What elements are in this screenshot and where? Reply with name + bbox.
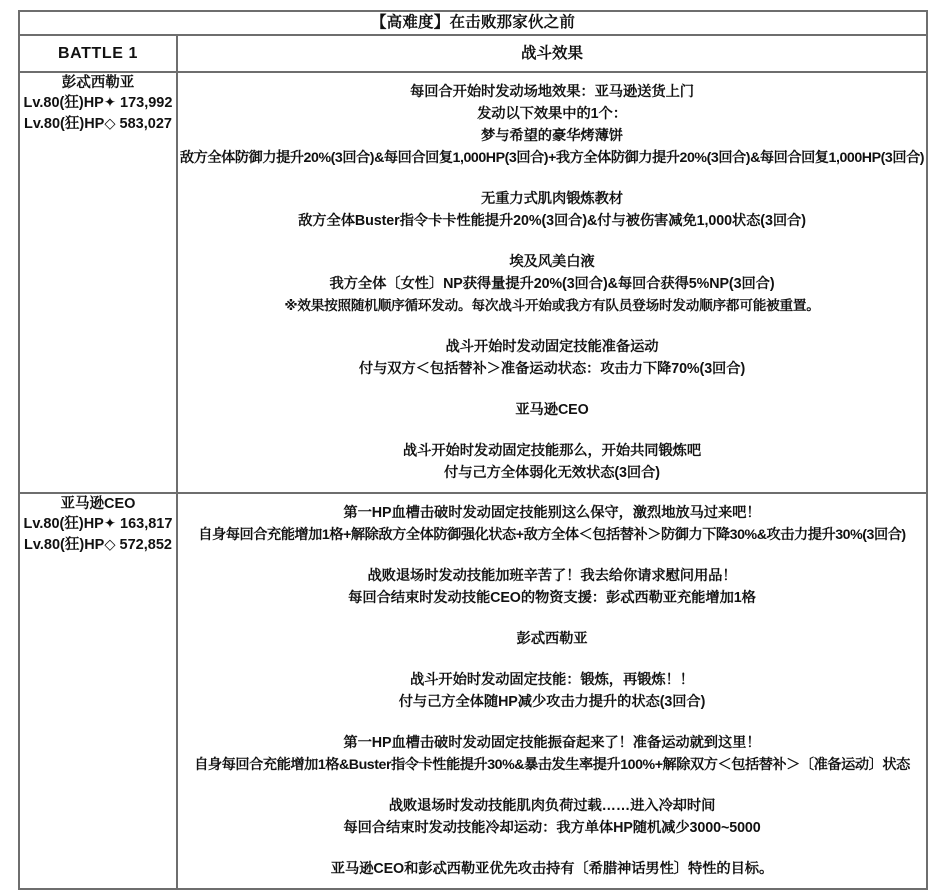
battle-effects-table xyxy=(18,10,928,890)
effect-group xyxy=(178,81,926,169)
effect-line: 战败退场时发动技能肌肉负荷过载……进入冷却时间 xyxy=(388,798,716,814)
effect-line: 敌方全体防御力提升20%(3回合)&每回合回复1,000HP(3回合)+我方全体防御力提升20%(3回合)&每回合回复1,000HP(3回合) xyxy=(179,150,925,166)
effect-line: 战斗开始时发动固定技能：锻炼，再锻炼！！ xyxy=(410,672,694,688)
enemy-info-cell xyxy=(19,493,177,889)
table-row xyxy=(19,72,927,493)
quest-title: 【高难度】在击败那家伙之前 xyxy=(19,11,927,35)
effect-line: 亚马逊CEO和彭忒西勒亚优先攻击持有〔希腊神话男性〕特性的目标。 xyxy=(330,861,774,877)
effect-group xyxy=(178,858,926,880)
effect-subject: 彭忒西勒亚 xyxy=(516,631,588,647)
effect-note: ※效果按照随机顺序循环发动。每次战斗开始或我方有队员登场时发动顺序都可能被重置。 xyxy=(284,298,820,313)
effect-group xyxy=(178,399,926,421)
enemy-hp-line: Lv.80(狂)HP◇ 583,027 xyxy=(24,116,172,132)
effect-line: 付与己方全体弱化无效状态(3回合) xyxy=(444,465,660,481)
effect-group xyxy=(178,565,926,609)
effect-group xyxy=(178,251,926,317)
enemy-info-cell xyxy=(19,72,177,493)
effect-line: 每回合结束时发动技能冷却运动：我方单体HP随机减少3000~5000 xyxy=(343,820,761,836)
enemy-hp-line: Lv.80(狂)HP✦ 163,817 xyxy=(23,516,173,532)
enemy-name: 亚马逊CEO xyxy=(60,496,136,512)
table-body xyxy=(19,11,927,889)
enemy-name: 彭忒西勒亚 xyxy=(61,75,135,91)
effect-line: 埃及风美白液 xyxy=(509,254,595,270)
effects-list xyxy=(178,73,926,492)
effect-group xyxy=(178,795,926,839)
effect-line: 战斗开始时发动固定技能准备运动 xyxy=(445,339,659,355)
effect-line: 第一HP血槽击破时发动固定技能别这么保守，激烈地放马过来吧！ xyxy=(343,505,761,521)
table-row xyxy=(19,493,927,889)
effect-group xyxy=(178,188,926,232)
enemy-effects-cell xyxy=(177,72,927,493)
effect-line: 敌方全体Buster指令卡卡性能提升20%(3回合)&付与被伤害减免1,000状态(3回合) xyxy=(298,213,806,229)
effect-subject: 亚马逊CEO xyxy=(515,402,589,418)
header-row xyxy=(19,35,927,72)
effect-line: 付与己方全体随HP减少攻击力提升的状态(3回合) xyxy=(398,694,706,710)
effect-group xyxy=(178,628,926,650)
effect-line: 付与双方＜包括替补＞准备运动状态：攻击力下降70%(3回合) xyxy=(358,361,746,377)
effects-list xyxy=(178,494,926,888)
effect-group xyxy=(178,502,926,546)
enemy-effects-cell xyxy=(177,493,927,889)
effect-line: 每回合结束时发动技能CEO的物资支援：彭忒西勒亚充能增加1格 xyxy=(348,590,756,606)
effect-group xyxy=(178,336,926,380)
effect-line: 发动以下效果中的1个： xyxy=(477,106,627,122)
effect-line: 自身每回合充能增加1格+解除敌方全体防御强化状态+敌方全体＜包括替补＞防御力下降30%&攻击力提升30%(3回合) xyxy=(198,527,906,543)
effect-line: 战斗开始时发动固定技能那么，开始共同锻炼吧 xyxy=(402,443,702,459)
effect-line: 战败退场时发动技能加班辛苦了！我去给你请求慰问用品！ xyxy=(367,568,737,584)
title-row xyxy=(19,11,927,35)
effect-group xyxy=(178,669,926,713)
effect-line: 第一HP血槽击破时发动固定技能振奋起来了！准备运动就到这里！ xyxy=(343,735,761,751)
effect-line: 每回合开始时发动场地效果：亚马逊送货上门 xyxy=(410,84,694,100)
enemy-hp-line: Lv.80(狂)HP◇ 572,852 xyxy=(24,537,172,553)
column-header-effect: 战斗效果 xyxy=(177,35,927,72)
effect-line: 我方全体〔女性〕NP获得量提升20%(3回合)&每回合获得5%NP(3回合) xyxy=(329,276,775,292)
column-header-battle: BATTLE 1 xyxy=(19,35,177,72)
effect-line: 梦与希望的豪华烤薄饼 xyxy=(481,128,623,144)
enemy-hp-line: Lv.80(狂)HP✦ 173,992 xyxy=(23,95,173,111)
effect-line: 自身每回合充能增加1格&Buster指令卡性能提升30%&暴击发生率提升100%+解除双方＜包括替补＞〔准备运动〕状态 xyxy=(194,757,910,773)
effect-line: 无重力式肌肉锻炼教材 xyxy=(481,191,623,207)
effect-group xyxy=(178,440,926,484)
effect-group xyxy=(178,732,926,776)
